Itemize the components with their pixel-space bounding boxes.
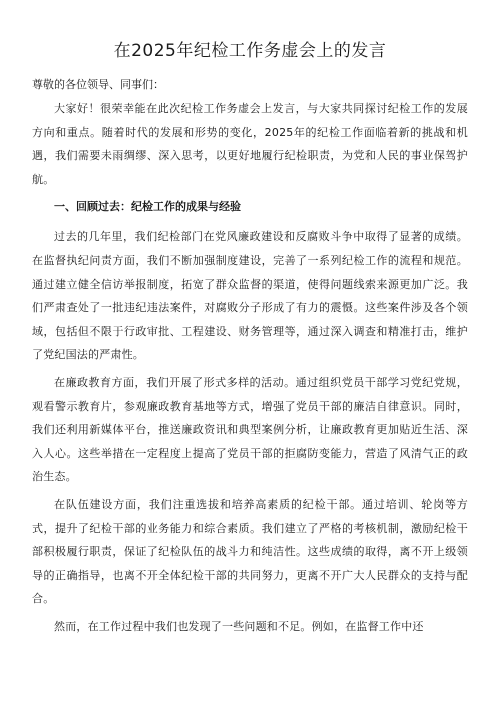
salutation: 尊敬的各位领导、同事们： [32,78,164,91]
paragraph-problems: 然而，在工作过程中我们也发现了一些问题和不足。例如，在监督工作中还 [54,619,424,633]
paragraph-team-building: 在队伍建设方面，我们注重选拔和培养高素质的纪检干部。通过培训、轮岗等方式，提升了纪检干部的业务能力和综合素质。我们建立了严格的考核机制，激励纪检干部积极履行职责，保证了纪检队伍的战斗力和纯洁性。这些成绩的取得，离不开上级领导的正确指导，也离不开全体纪检干部的共同努力，更离不开广大人民群众的支持与配合。 [32,497,468,606]
paragraph-supervision: 过去的几年里，我们纪检部门在党风廉政建设和反腐败斗争中取得了显著的成绩。在监督执纪问责方面，我们不断加强制度建设，完善了一系列纪检工作的流程和规范。通过建立健全信访举报制度，拓宽了群众监督的渠道，使得问题线索来源更加广泛。我们严肃查处了一批违纪违法案件，对腐败分子形成了有力的震慑。这些案件涉及各个领域，包括但不限于行政审批、工程建设、财务管理等，通过深入调查和精准打击，维护了党纪国法的严肃性。 [32,230,468,362]
paragraph-education: 在廉政教育方面，我们开展了形式多样的活动。通过组织党员干部学习党纪党规，观看警示教育片，参观廉政教育基地等方式，增强了党员干部的廉洁自律意识。同时，我们还利用新媒体平台，推送廉政资讯和典型案例分析，让廉政教育更加贴近生活、深入人心。这些举措在一定程度上提高了党员干部的拒腐防变能力，营造了风清气正的政治生态。 [32,375,468,484]
section-heading: 一、回顾过去：纪检工作的成果与经验 [54,200,241,214]
document-title: 在2025年纪检工作务虚会上的发言 [113,41,387,61]
paragraph-intro: 大家好！很荣幸能在此次纪检工作务虚会上发言，与大家共同探讨纪检工作的发展方向和重点。随着时代的发展和形势的变化，2025年的纪检工作面临着新的挑战和机遇，我们需要未雨绸缪、深入思考，以更好地履行纪检职责，为党和人民的事业保驾护航。 [32,102,468,186]
